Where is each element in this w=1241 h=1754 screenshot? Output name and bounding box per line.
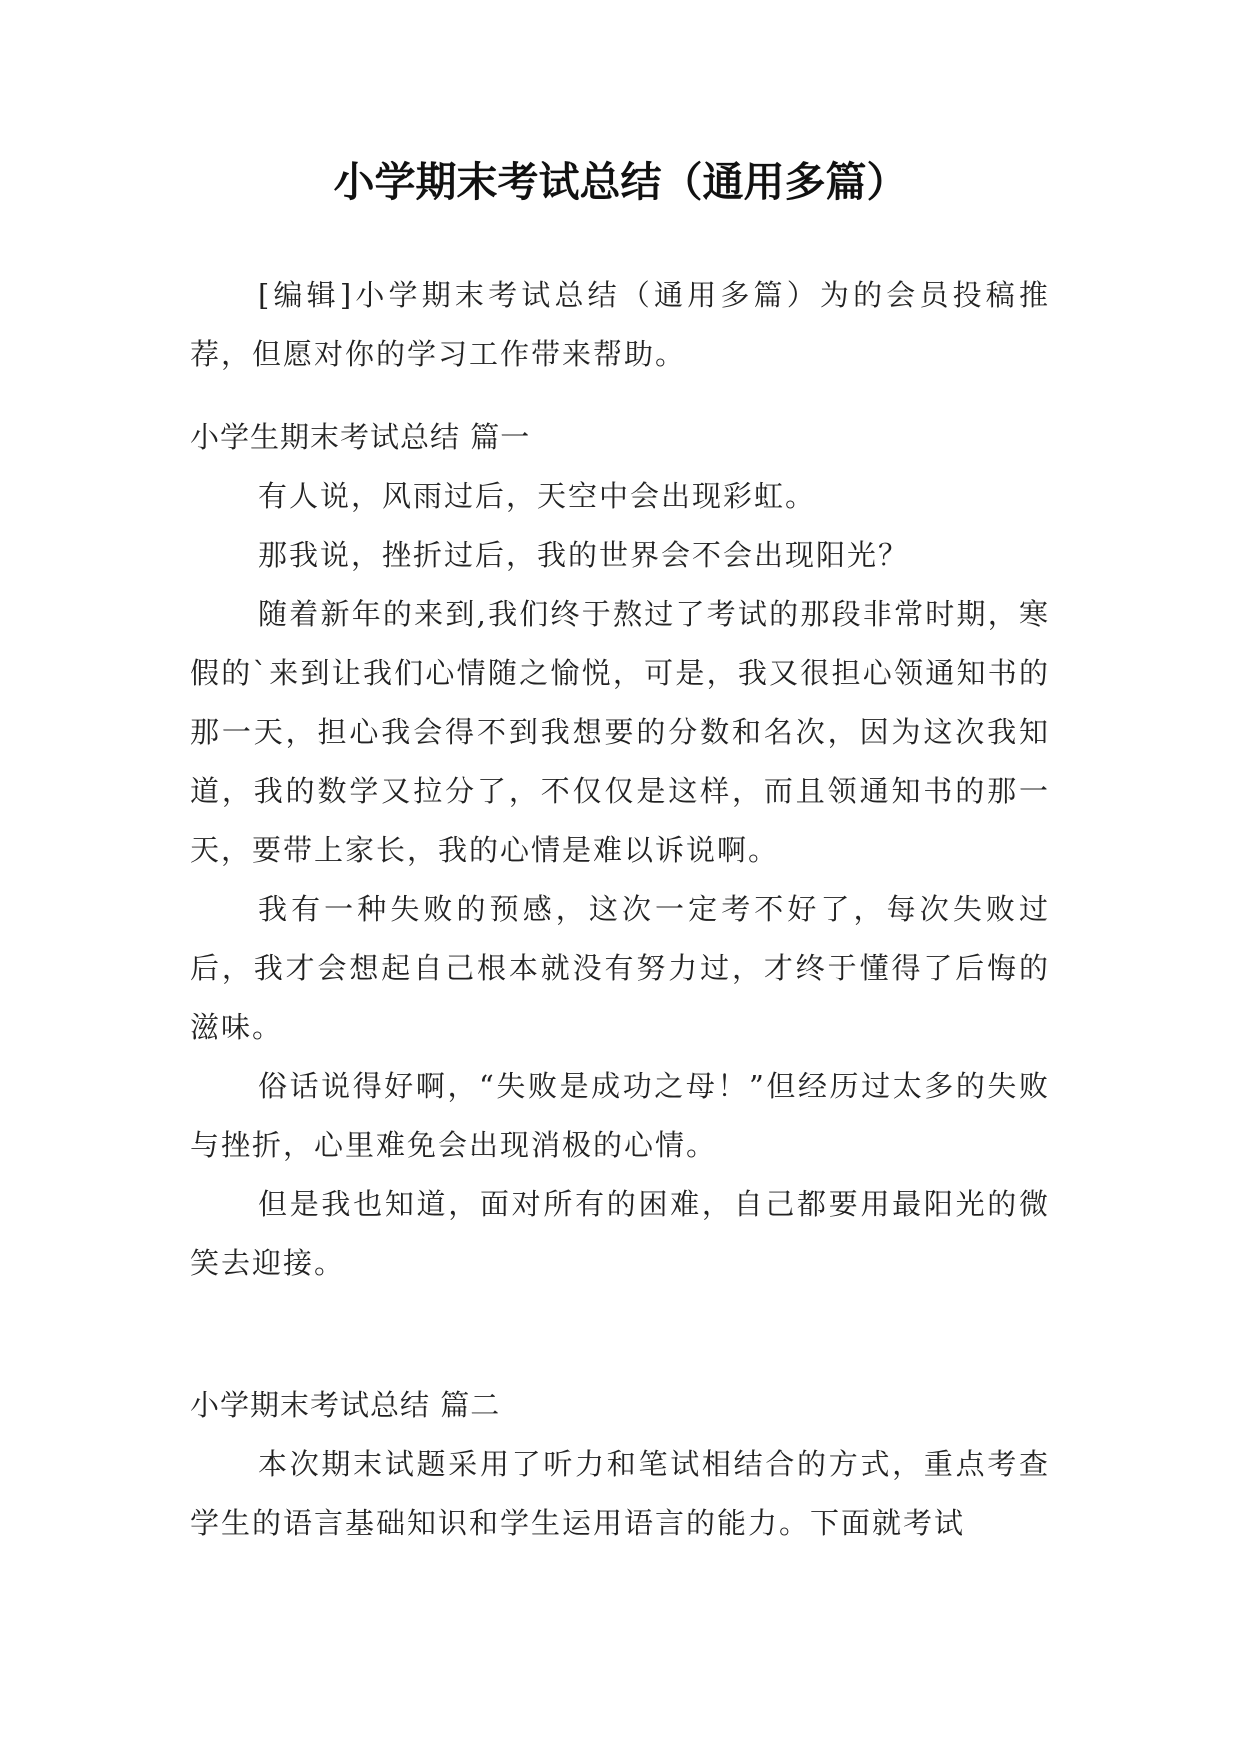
intro-paragraph: [编辑]小学期末考试总结（通用多篇）为的会员投稿推荐，但愿对你的学习工作带来帮助。 [190, 278, 1050, 371]
paragraph: 本次期末试题采用了听力和笔试相结合的方式，重点考查学生的语言基础知识和学生运用语言的能力。下面就考试 [190, 1447, 1050, 1540]
paragraph: 我有一种失败的预感，这次一定考不好了，每次失败过后，我才会想起自己根本就没有努力过，才终于懂得了后悔的滋味。 [190, 892, 1050, 1044]
document-title: 小学期末考试总结（通用多篇） [333, 158, 908, 206]
section-heading-1: 小学生期末考试总结 篇一 [190, 420, 531, 454]
paragraph: 有人说，风雨过后，天空中会出现彩虹。 [258, 479, 817, 513]
section-heading-2: 小学期末考试总结 篇二 [190, 1388, 501, 1422]
paragraph: 俗话说得好啊，“失败是成功之母！”但经历过太多的失败与挫折，心里难免会出现消极的心情。 [190, 1069, 1050, 1162]
paragraph: 但是我也知道，面对所有的困难，自己都要用最阳光的微笑去迎接。 [190, 1187, 1050, 1280]
paragraph: 随着新年的来到,我们终于熬过了考试的那段非常时期，寒假的`来到让我们心情随之愉悦，可是，我又很担心领通知书的那一天，担心我会得不到我想要的分数和名次，因为这次我知道，我的数学又拉分了，不仅仅是这样，而且领通知书的那一天，要带上家长，我的心情是难以诉说啊。 [190, 597, 1050, 867]
paragraph: 那我说，挫折过后，我的世界会不会出现阳光？ [258, 538, 910, 572]
